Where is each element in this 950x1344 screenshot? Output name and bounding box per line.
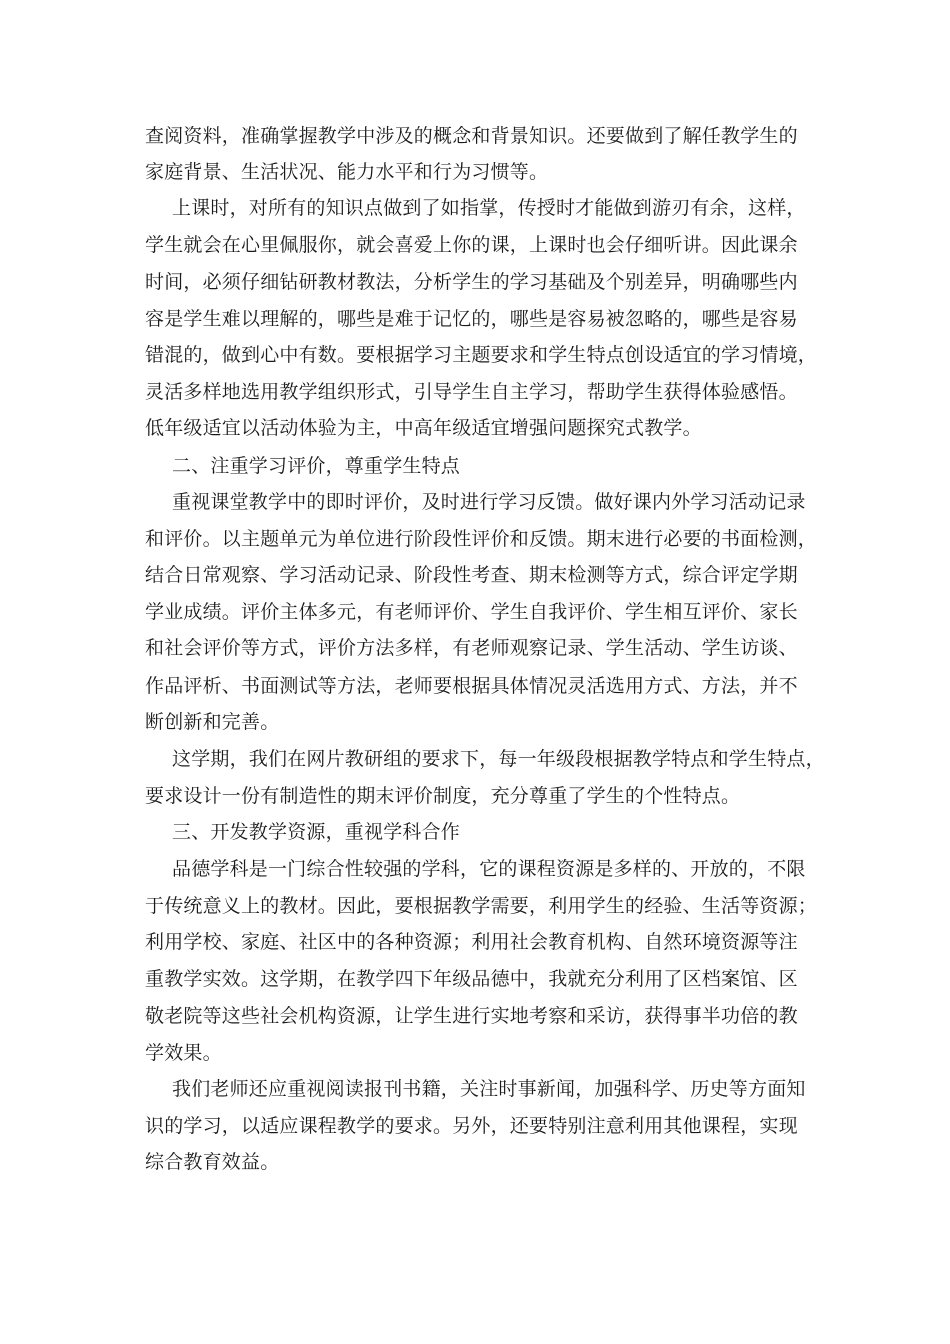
text-line: 这学期，我们在网片教研组的要求下，每一年级段根据教学特点和学生特点， bbox=[172, 748, 825, 770]
section-heading: 二、注重学习评价，尊重学生特点 bbox=[172, 455, 461, 477]
text-line: 品德学科是一门综合性较强的学科，它的课程资源是多样的、开放的，不限 bbox=[172, 858, 806, 880]
section-heading: 三、开发教学资源，重视学科合作 bbox=[172, 821, 461, 843]
text-line: 综合教育效益。 bbox=[145, 1151, 280, 1173]
text-line: 错混的，做到心中有数。要根据学习主题要求和学生特点创设适宜的学习情境， bbox=[145, 344, 818, 366]
text-line: 我们老师还应重视阅读报刊书籍，关注时事新闻，加强科学、历史等方面知 bbox=[172, 1078, 806, 1100]
text-line: 容是学生难以理解的，哪些是难于记忆的，哪些是容易被忽略的，哪些是容易 bbox=[145, 308, 798, 330]
text-line: 要求设计一份有制造性的期末评价制度，充分尊重了学生的个性特点。 bbox=[145, 785, 741, 807]
text-line: 灵活多样地选用教学组织形式，引导学生自主学习，帮助学生获得体验感悟。 bbox=[145, 381, 798, 403]
text-line: 识的学习，以适应课程教学的要求。另外，还要特别注意利用其他课程，实现 bbox=[145, 1115, 798, 1137]
text-line: 时间，必须仔细钻研教材教法，分析学生的学习基础及个别差异，明确哪些内 bbox=[145, 271, 798, 293]
text-line: 结合日常观察、学习活动记录、阶段性考查、期末检测等方式，综合评定学期 bbox=[145, 564, 798, 586]
text-line: 于传统意义上的教材。因此，要根据教学需要，利用学生的经验、生活等资源； bbox=[145, 895, 818, 917]
text-line: 学效果。 bbox=[145, 1042, 222, 1064]
text-line: 低年级适宜以活动体验为主，中高年级适宜增强问题探究式教学。 bbox=[145, 417, 702, 439]
text-line: 利用学校、家庭、社区中的各种资源；利用社会教育机构、自然环境资源等注 bbox=[145, 931, 798, 953]
text-line: 查阅资料，准确掌握教学中涉及的概念和背景知识。还要做到了解任教学生的 bbox=[145, 125, 798, 147]
text-line: 和评价。以主题单元为单位进行阶段性评价和反馈。期末进行必要的书面检测， bbox=[145, 528, 818, 550]
text-line: 学业成绩。评价主体多元，有老师评价、学生自我评价、学生相互评价、家长 bbox=[145, 601, 798, 623]
text-line: 和社会评价等方式，评价方法多样，有老师观察记录、学生活动、学生访谈、 bbox=[145, 637, 798, 659]
text-line: 重教学实效。这学期，在教学四下年级品德中，我就充分利用了区档案馆、区 bbox=[145, 968, 798, 990]
text-line: 断创新和完善。 bbox=[145, 711, 280, 733]
text-line: 家庭背景、生活状况、能力水平和行为习惯等。 bbox=[145, 161, 549, 183]
text-line: 敬老院等这些社会机构资源，让学生进行实地考察和采访，获得事半功倍的教 bbox=[145, 1005, 798, 1027]
text-line: 作品评析、书面测试等方法，老师要根据具体情况灵活选用方式、方法，并不 bbox=[145, 675, 798, 697]
text-line: 上课时，对所有的知识点做到了如指掌，传授时才能做到游刃有余，这样， bbox=[172, 197, 806, 219]
text-line: 重视课堂教学中的即时评价，及时进行学习反馈。做好课内外学习活动记录 bbox=[172, 491, 806, 513]
text-line: 学生就会在心里佩服你，就会喜爱上你的课，上课时也会仔细听讲。因此课余 bbox=[145, 234, 798, 256]
